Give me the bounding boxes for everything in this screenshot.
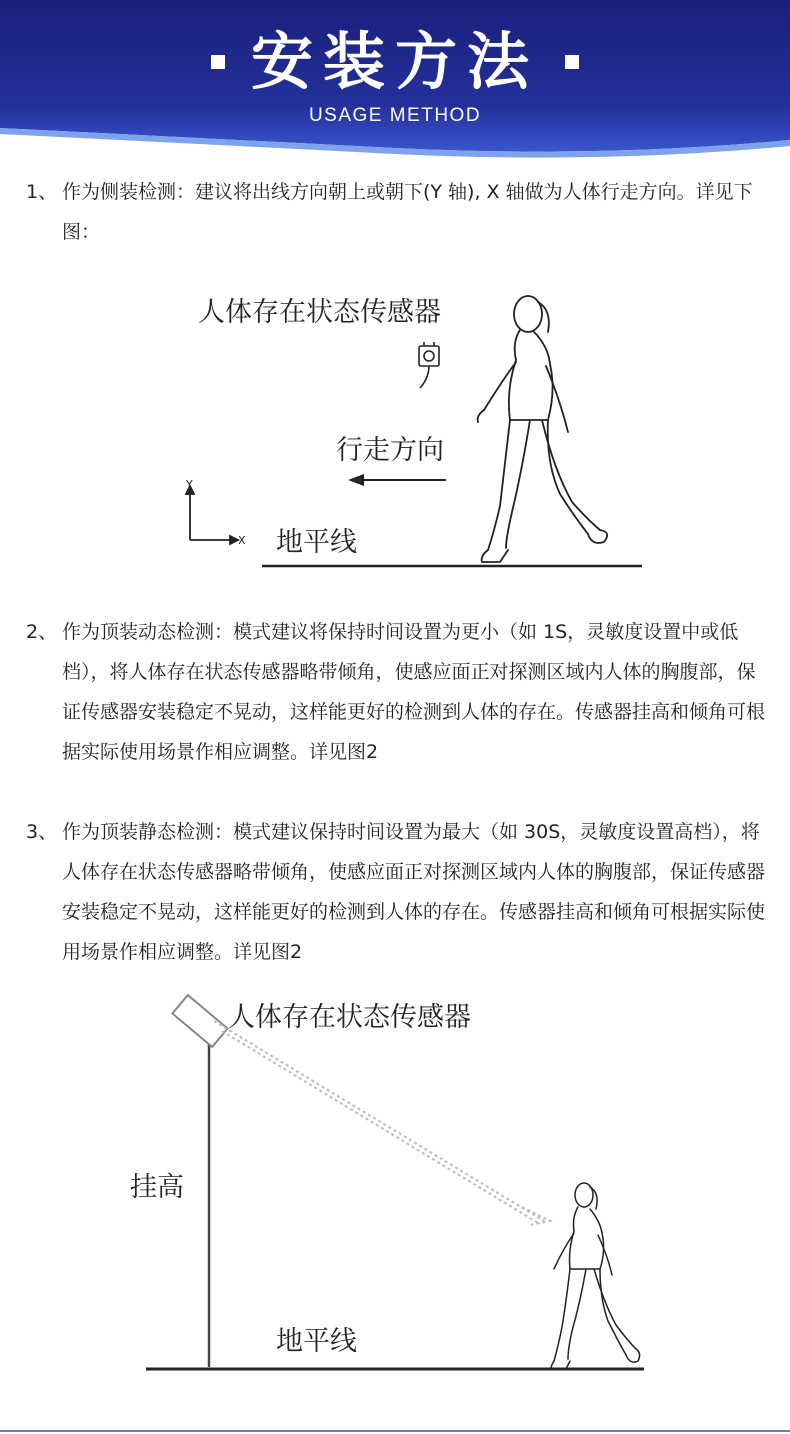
section-1 xyxy=(26,172,766,252)
ground-label: 地平线 xyxy=(276,527,357,558)
section-text: 作为顶装动态检测：模式建议将保持时间设置为更小（如 1S，灵敏度设置中或低档），将人体存在状态传感器略带倾角，使感应面正对探测区域内人体的胸腹部，保证传感器安装稳定不晃动，这样能更好的检测到人体的存在。传感器挂高和倾角可根据实际使用场景作相应调整。详见图2 xyxy=(62,621,766,763)
sensor-label: 人体存在状态传感器 xyxy=(228,1002,471,1033)
left-arrow-icon xyxy=(348,474,446,486)
axis-x-label: X xyxy=(238,534,246,547)
sensor-icon xyxy=(172,995,227,1047)
section-text: 作为顶装静态检测：模式建议保持时间设置为最大（如 30S，灵敏度设置高档），将人体存在状态传感器略带倾角，使感应面正对探测区域内人体的胸腹部，保证传感器安装稳定不晃动，这样能更好的检测到人体的存在。传感器挂高和倾角可根据实际使用场景作相应调整。详见图2 xyxy=(62,821,766,963)
figure-side-mount xyxy=(0,280,790,600)
bottom-divider xyxy=(0,1430,790,1432)
axis-y-label: Y xyxy=(186,478,193,491)
sensor-icon xyxy=(419,342,439,388)
page-title: 安装方法 xyxy=(250,25,539,98)
walking-person-icon xyxy=(551,1183,639,1369)
sensor-label: 人体存在状态传感器 xyxy=(198,297,441,328)
axes-icon xyxy=(186,486,238,544)
title-square-left xyxy=(211,55,225,69)
ground-label: 地平线 xyxy=(276,1326,357,1357)
section-text: 作为侧装检测：建议将出线方向朝上或朝下(Y 轴), X 轴做为人体行走方向。详见下图： xyxy=(62,181,753,243)
header-banner xyxy=(0,0,790,160)
page-subtitle: USAGE METHOD xyxy=(308,105,482,126)
figure-top-mount-drawing xyxy=(0,985,790,1405)
section-3 xyxy=(26,812,766,972)
figure-top-mount xyxy=(0,985,790,1405)
section-number: 3、 xyxy=(26,821,58,843)
direction-label: 行走方向 xyxy=(336,435,444,466)
section-number: 1、 xyxy=(26,181,58,203)
detection-beam xyxy=(214,1021,550,1225)
walking-person-icon xyxy=(478,296,608,562)
height-label: 挂高 xyxy=(130,1172,184,1203)
section-number: 2、 xyxy=(26,621,58,643)
section-2 xyxy=(26,612,766,772)
title-square-right xyxy=(565,55,579,69)
